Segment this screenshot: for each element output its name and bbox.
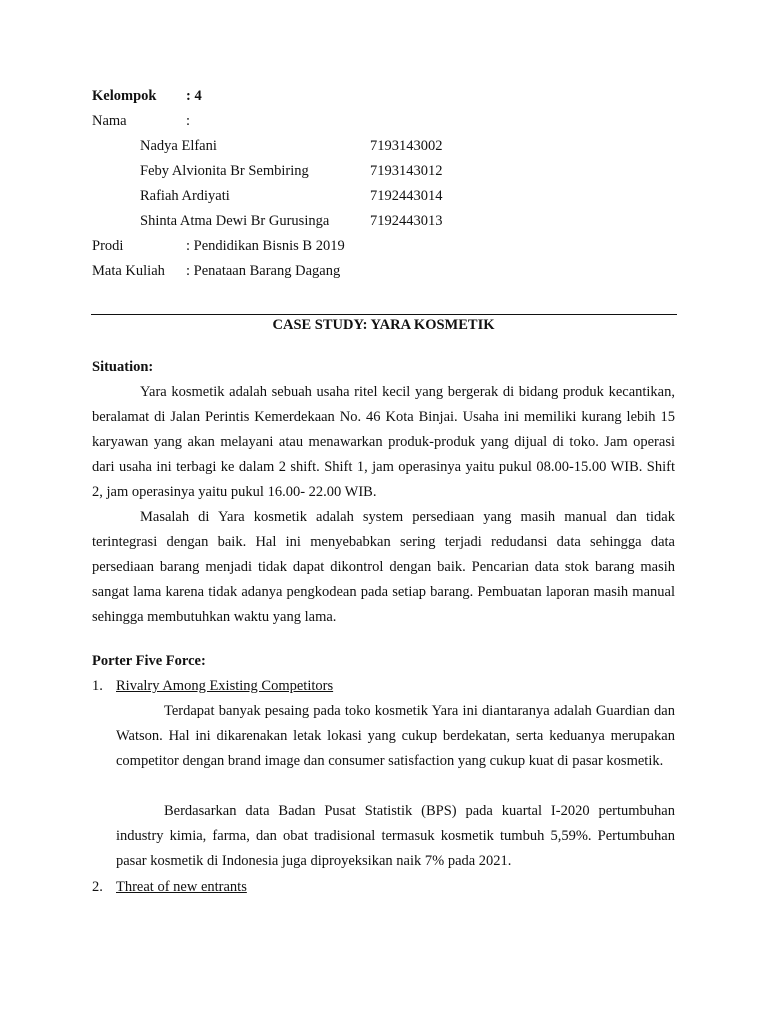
member-nim: 7192443013: [370, 213, 443, 229]
new-entrants-subheading: Threat of new entrants: [116, 879, 247, 895]
member-nim: 7193143002: [370, 138, 443, 154]
rivalry-paragraph-1: Terdapat banyak pesaing pada toko kosmetik Yara ini diantaranya adalah Guardian dan Watson. Hal ini dikarenakan letak lokasi yang cukup berdekatan, serta keduanya merupakan competitor dengan brand image dan consumer satisfaction yang cukup kuat di pasar kosmetik.: [116, 703, 675, 769]
member-name: Shinta Atma Dewi Br Gurusinga: [140, 213, 330, 229]
member-name: Rafiah Ardiyati: [140, 188, 230, 204]
rivalry-subheading: Rivalry Among Existing Competitors: [116, 678, 334, 694]
member-nim: 7192443014: [370, 188, 443, 204]
prodi-label: Prodi: [92, 238, 124, 254]
matkul-label: Mata Kuliah: [92, 263, 165, 279]
rivalry-paragraph-2: Berdasarkan data Badan Pusat Statistik (BPS) pada kuartal I-2020 pertumbuhan industry kimia, farma, dan obat tradisional termasuk kosmetik tumbuh 5,59%. Pertumbuhan pasar kosmetik di Indonesia juga diproyeksikan naik 7% pada 2021.: [116, 803, 675, 869]
document-title: CASE STUDY: YARA KOSMETIK: [272, 317, 495, 333]
kelompok-label: Kelompok: [92, 88, 157, 104]
horizontal-divider: [91, 314, 677, 315]
nama-label: Nama: [92, 113, 127, 129]
situation-paragraph-1: Yara kosmetik adalah sebuah usaha ritel kecil yang bergerak di bidang produk kecantikan, beralamat di Jalan Perintis Kemerdekaan No. 46 Kota Binjai. Usaha ini memiliki kurang lebih 15 karyawan yang akan melayani atau menawarkan produk-produk yang dijual di toko. Jam operasi dari usaha ini terbagi ke dalam 2 shift. Shift 1, jam operasinya yaitu pukul 08.00-15.00 WIB. Shift 2, jam operasinya yaitu pukul 16.00- 22.00 WIB.: [92, 384, 675, 500]
kelompok-value: : 4: [186, 88, 202, 104]
situation-heading: Situation:: [92, 359, 154, 375]
list-number: 2.: [92, 879, 103, 895]
porter-heading: Porter Five Force:: [92, 653, 206, 669]
nama-colon: :: [186, 113, 191, 129]
member-name: Feby Alvionita Br Sembiring: [140, 163, 309, 179]
member-nim: 7193143012: [370, 163, 443, 179]
list-number: 1.: [92, 678, 103, 694]
prodi-value: : Pendidikan Bisnis B 2019: [186, 238, 345, 254]
matkul-value: : Penataan Barang Dagang: [186, 263, 341, 279]
situation-paragraph-2: Masalah di Yara kosmetik adalah system persediaan yang masih manual dan tidak terintegrasi dengan baik. Hal ini menyebabkan sering terjadi redudansi data sehingga data persediaan barang menjadi tidak dapat dikontrol dengan baik. Pencarian data stok barang masih sangat lama karena tidak adanya pengkodean pada setiap barang. Pembuatan laporan masih manual sehingga membutuhkan waktu yang lama.: [92, 509, 675, 625]
member-name: Nadya Elfani: [140, 138, 217, 154]
